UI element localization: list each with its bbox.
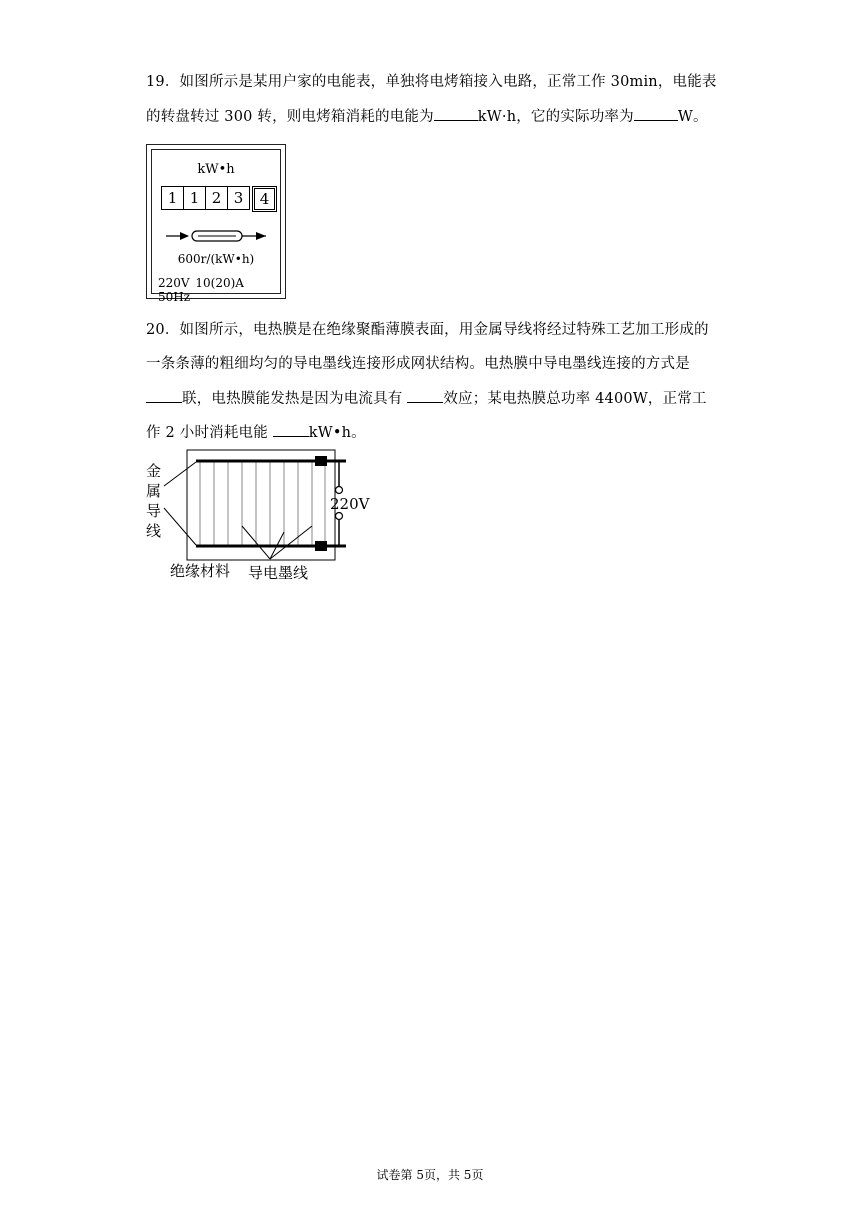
electric-meter-figure xyxy=(146,144,286,304)
q20-blank-energy[interactable] xyxy=(273,422,309,437)
meter-constant: 600r/(kW•h) xyxy=(177,252,255,266)
q19-text-a: 的转盘转过 300 转，则电烤箱消耗的电能为 xyxy=(146,109,434,125)
q20-text-d: kW•h。 xyxy=(308,425,366,441)
meter-digit-decimal: 4 xyxy=(252,186,277,212)
q20-text-a: 作 2 小时消耗电能 xyxy=(146,425,273,441)
rotating-disc-icon xyxy=(166,229,268,243)
label-metal-char: 线 xyxy=(146,522,162,540)
meter-digit: 2 xyxy=(205,186,228,210)
q20-blank-effect[interactable] xyxy=(407,388,443,403)
meter-digits xyxy=(162,186,277,212)
insulation-label: 绝缘材料 xyxy=(170,562,231,580)
meter-spec: 220V 10(20)A 50Hz xyxy=(158,276,244,304)
ink-line-label: 导电墨线 xyxy=(248,564,309,582)
label-metal-char: 导 xyxy=(146,502,162,520)
q19-blank-energy[interactable] xyxy=(434,106,478,121)
q20-blank-connection[interactable] xyxy=(146,388,182,403)
q19-line1: 19．如图所示是某用户家的电能表，单独将电烤箱接入电路，正常工作 30min，电能表 xyxy=(146,74,717,90)
label-metal-char: 金 xyxy=(146,462,162,480)
heating-film-figure xyxy=(134,446,374,586)
meter-digit: 1 xyxy=(183,186,206,210)
page-footer: 试卷第 5页，共 5页 xyxy=(376,1168,484,1182)
label-metal-char: 属 xyxy=(146,482,162,500)
meter-unit: kW•h xyxy=(197,162,235,177)
meter-digit: 3 xyxy=(227,186,250,210)
q20-line4 xyxy=(146,422,366,443)
q20-line1: 20．如图所示，电热膜是在绝缘聚酯薄膜表面，用金属导线将经过特殊工艺加工形成的 xyxy=(146,322,709,338)
q19-text-b: kW·h，它的实际功率为 xyxy=(477,109,634,125)
q20-line2: 一条条薄的粗细均匀的导电墨线连接形成网状结构。电热膜中导电墨线连接的方式是 xyxy=(146,356,690,372)
q19-text-c: W。 xyxy=(677,109,708,125)
voltage-label: 220V xyxy=(330,495,370,513)
q20-line3 xyxy=(146,388,707,409)
q20-text-c: 效应；某电热膜总功率 4400W，正常工 xyxy=(443,391,707,407)
meter-inner-frame xyxy=(151,149,281,304)
q19-line2 xyxy=(146,106,708,127)
q20-text-b: 联，电热膜能发热是因为电流具有 xyxy=(182,391,408,407)
meter-digit: 1 xyxy=(161,186,184,210)
q19-blank-power[interactable] xyxy=(634,106,678,121)
